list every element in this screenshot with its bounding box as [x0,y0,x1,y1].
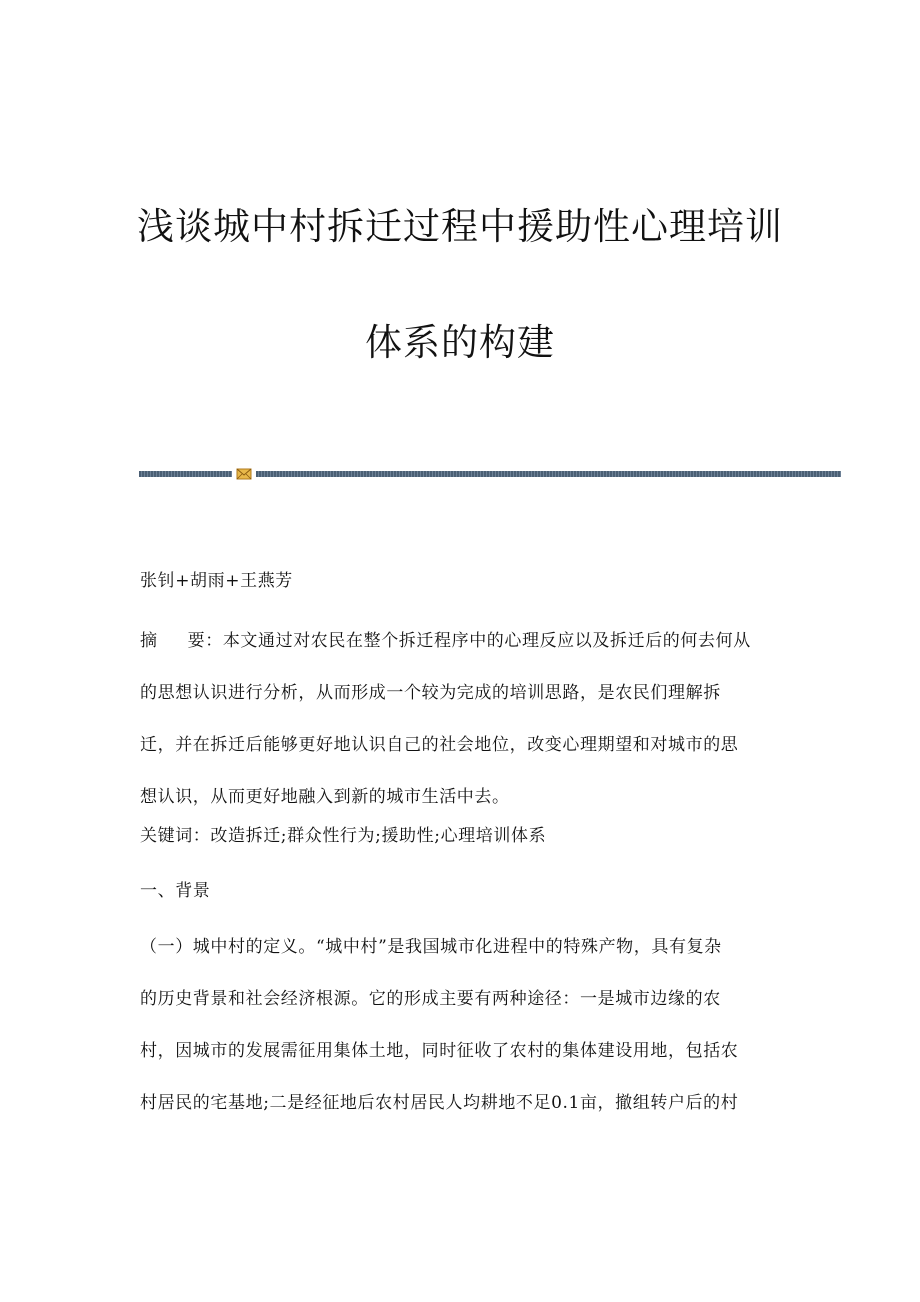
paragraph-line-3: 村，因城市的发展需征用集体土地，同时征收了农村的集体建设用地，包括农 [140,1041,739,1061]
document-title-line-2: 体系的构建 [365,321,555,364]
section-paragraph [140,921,780,1129]
abstract-line-3: 迁，并在拆迁后能够更好地认识自己的社会地位，改变心理期望和对城市的思 [140,735,739,755]
divider-bar-right [256,471,841,477]
paragraph-line-4: 村居民的宅基地;二是经征地后农村居民人均耕地不足0.1亩，撤组转户后的村 [140,1093,739,1113]
abstract-line-1: 摘 要：本文通过对农民在整个拆迁程序中的心理反应以及拆迁后的何去何从 [140,631,751,651]
envelope-icon [236,466,252,480]
keywords-line: 关键词：改造拆迁;群众性行为;援助性;心理培训体系 [140,826,547,846]
authors-line: 张钊+胡雨+王燕芳 [140,571,293,591]
divider-bar-left [139,471,232,477]
paragraph-line-1: （一）城中村的定义。“城中村”是我国城市化进程中的特殊产物，具有复杂 [140,937,722,957]
paragraph-line-2: 的历史背景和社会经济根源。它的形成主要有两种途径：一是城市边缘的农 [140,989,721,1009]
abstract-line-4: 想认识，从而更好地融入到新的城市生活中去。 [140,787,510,807]
abstract-label: 摘 要： [140,631,223,651]
section-heading: 一、背景 [140,881,211,901]
title-divider [139,466,841,480]
abstract-line-2: 的思想认识进行分析，从而形成一个较为完成的培训思路，是农民们理解拆 [140,683,721,703]
document-title-line-1: 浅谈城中村拆迁过程中援助性心理培训 [137,205,783,248]
abstract-block [140,615,780,823]
